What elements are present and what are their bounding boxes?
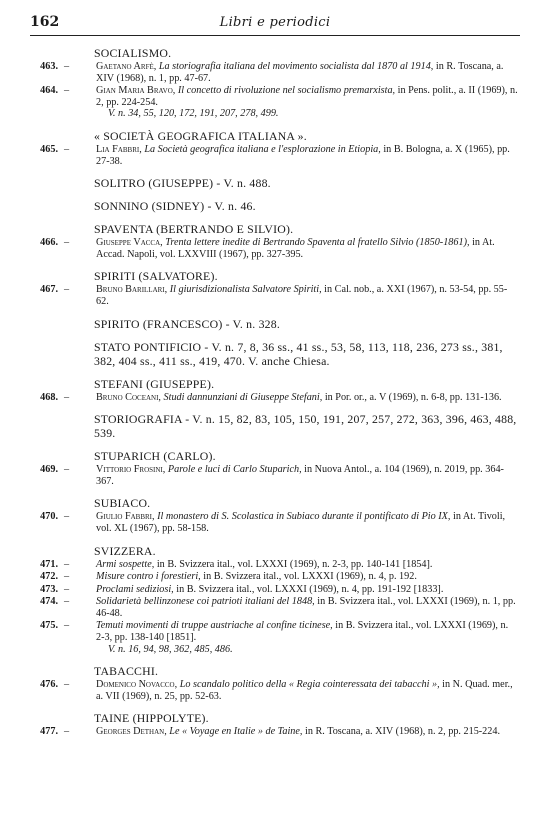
- entry-dash: –: [64, 726, 70, 738]
- entry-citation: in At. Tivoli, vol. XL (1967), pp. 58-158.: [96, 511, 506, 534]
- section-heading: TAINE (HIPPOLYTE).: [94, 711, 209, 726]
- bibliography-entry: [28, 85, 518, 108]
- entry-dash: –: [64, 596, 70, 608]
- entry-citation: in B. Svizzera ital., vol. LXXXI (1969), n. 1, pp. 46-48.: [96, 596, 516, 619]
- entry-dash: –: [64, 679, 70, 691]
- entry-dash: –: [64, 284, 70, 296]
- entry-title: La storiografia italiana del movimento socialista dal 1870 al 1914,: [158, 61, 434, 72]
- entry-author: Georges Dethan,: [96, 726, 167, 738]
- entry-number: 463.: [40, 61, 58, 72]
- section-heading: SPIRITI (SALVATORE).: [94, 269, 218, 284]
- bibliography-entry: [28, 61, 518, 84]
- bibliography-entry: [28, 596, 518, 619]
- entry-number: 467.: [40, 284, 58, 296]
- entry-citation: in R. Toscana, a. XIV (1968), n. 1, pp. 47-67.: [96, 61, 504, 84]
- entry-title: La Società geografica italiana e l'esplorazione in Etiopia,: [144, 143, 381, 155]
- bibliography-entry: [28, 679, 518, 702]
- entry-number: 475.: [40, 620, 58, 632]
- section-heading: SONNINO (SIDNEY) - V. n. 46.: [94, 199, 256, 214]
- entry-number: 477.: [40, 726, 58, 738]
- bibliography-content: [28, 46, 518, 738]
- entry-citation: in N. Quad. mer., a. VII (1969), n. 25, pp. 52-63.: [96, 679, 513, 702]
- section-heading: SOLITRO (GIUSEPPE) - V. n. 488.: [94, 176, 271, 191]
- bibliography-entry: [28, 620, 518, 643]
- bibliography-entry: [28, 571, 518, 583]
- entry-number: 472.: [40, 571, 58, 583]
- entry-dash: –: [64, 464, 70, 476]
- bibliography-entry: [28, 464, 518, 487]
- section-heading: SUBIACO.: [94, 496, 151, 511]
- entry-dash: –: [64, 511, 70, 523]
- entry-dash: –: [64, 558, 70, 570]
- entry-title: Trenta lettere inedite di Bertrando Spaventa al fratello Silvio (1850-1861),: [165, 237, 470, 249]
- entry-number: 476.: [40, 679, 58, 691]
- section-heading: STORIOGRAFIA - V. n. 15, 82, 83, 105, 150, 191, 207, 257, 272, 363, 396, 463, 488, 539.: [94, 412, 517, 441]
- entry-dash: –: [64, 143, 70, 155]
- entry-number: 474.: [40, 596, 58, 608]
- section-heading: TABACCHI.: [94, 664, 159, 679]
- entry-title: Parole e luci di Carlo Stuparich,: [167, 464, 302, 476]
- running-title: Libri e periodici: [219, 15, 331, 30]
- entry-author: Bruno Coceani,: [96, 391, 161, 403]
- entry-citation: in Pens. polit., a. II (1969), n. 2, pp. 224-254.: [96, 85, 518, 108]
- section-heading: SPAVENTA (BERTRANDO E SILVIO).: [94, 222, 294, 237]
- bibliography-entry: [28, 559, 518, 571]
- entry-citation: in Nuova Antol., a. 104 (1969), n. 2019, pp. 364-367.: [96, 464, 504, 487]
- entry-citation: in At. Accad. Napoli, vol. LXXVIII (1967), pp. 327-395.: [96, 237, 495, 260]
- entry-number: 465.: [40, 143, 58, 155]
- entry-author: Giuseppe Vacca,: [96, 237, 163, 249]
- entry-citation: in B. Svizzera ital., vol. LXXXI (1969), n. 4, pp. 191-192 [1833].: [176, 583, 444, 595]
- entry-title: Solidarietà bellinzonese coi patrioti italiani del 1848,: [96, 596, 315, 608]
- bibliography-entry: [28, 511, 518, 534]
- entry-author: Gian Maria Bravo,: [96, 85, 176, 97]
- entry-citation: in B. Svizzera ital., vol. LXXXI (1969), n. 2-3, pp. 140-141 [1854].: [156, 558, 433, 570]
- header-rule: [30, 35, 520, 36]
- entry-citation: in B. Svizzera ital., vol. LXXXI (1969), n. 2-3, pp. 138-140 [1851].: [96, 620, 509, 644]
- entry-title: Il concetto di rivoluzione nel socialismo premarxista,: [177, 85, 396, 97]
- entry-title: Studi dannunziani di Giuseppe Stefani,: [163, 391, 323, 403]
- entry-author: Giulio Fabbri,: [96, 511, 155, 523]
- entry-author: Bruno Barillari,: [96, 284, 168, 296]
- cross-reference: V. n. 34, 55, 120, 172, 191, 207, 278, 499.: [108, 108, 279, 120]
- section-heading: STEFANI (GIUSEPPE).: [94, 376, 215, 391]
- entry-author: Domenico Novacco,: [96, 679, 178, 691]
- entry-number: 468.: [40, 391, 58, 403]
- entry-dash: –: [64, 61, 70, 72]
- bibliography-entry: [28, 237, 518, 260]
- entry-title: Temuti movimenti di truppe austriache al confine ticinese,: [96, 620, 333, 632]
- entry-dash: –: [64, 237, 70, 249]
- entry-citation: in Por. or., a. V (1969), n. 6-8, pp. 131-136.: [324, 391, 502, 403]
- entry-dash: –: [64, 583, 70, 595]
- entry-number: 466.: [40, 237, 58, 249]
- entry-number: 471.: [40, 558, 58, 570]
- entry-title: Il monastero di S. Scolastica in Subiaco durante il pontificato di Pio IX,: [157, 511, 451, 523]
- page-header: [30, 14, 520, 34]
- bibliography-entry: [28, 726, 518, 738]
- entry-citation: in B. Bologna, a. X (1965), pp. 27-38.: [96, 143, 510, 167]
- entry-dash: –: [64, 571, 70, 583]
- section-heading: « SOCIETÀ GEOGRAFICA ITALIANA ».: [94, 128, 307, 143]
- entry-number: 473.: [40, 583, 58, 595]
- section-heading: SVIZZERA.: [94, 543, 156, 558]
- bibliography-entry: [28, 144, 518, 167]
- entry-number: 470.: [40, 511, 58, 523]
- entry-number: 464.: [40, 85, 58, 97]
- bibliography-entry: [28, 584, 518, 596]
- page-number: 162: [30, 14, 60, 30]
- cross-reference: V. n. 16, 94, 98, 362, 485, 486.: [108, 643, 233, 655]
- entry-dash: –: [64, 620, 70, 632]
- entry-number: 469.: [40, 464, 58, 476]
- entry-dash: –: [64, 391, 70, 403]
- entry-citation: in R. Toscana, a. XIV (1968), n. 2, pp. 215-224.: [305, 726, 501, 738]
- entry-title: Misure contro i forestieri,: [96, 571, 201, 583]
- section-heading: SOCIALISMO.: [94, 46, 172, 60]
- entry-title: Lo scandalo politico della « Regia cointeressata dei tabacchi »,: [179, 679, 440, 691]
- section-heading: STATO PONTIFICIO - V. n. 7, 8, 36 ss., 41 ss., 53, 58, 113, 118, 236, 273 ss., 381, 382, 404 ss., 411 ss., 419, 470. V. anche Chiesa.: [94, 339, 503, 368]
- section-heading: SPIRITO (FRANCESCO) - V. n. 328.: [94, 316, 281, 331]
- entry-citation: in Cal. nob., a. XXI (1967), n. 53-54, pp. 55-62.: [96, 284, 508, 307]
- section-heading: STUPARICH (CARLO).: [94, 449, 216, 464]
- entry-dash: –: [64, 85, 70, 97]
- entry-citation: in B. Svizzera ital., vol. LXXXI (1969), n. 4, p. 192.: [203, 571, 417, 583]
- entry-title: Armi sospette,: [96, 558, 155, 570]
- entry-title: Le « Voyage en Italie » de Taine,: [169, 726, 303, 738]
- entry-title: Proclami sediziosi,: [96, 583, 174, 595]
- entry-author: Lia Fabbri,: [96, 143, 142, 155]
- bibliography-entry: [28, 392, 518, 404]
- entry-title: Il giurisdizionalista Salvatore Spiriti,: [169, 284, 322, 296]
- entry-author: Vittorio Frosini,: [96, 464, 166, 476]
- bibliography-entry: [28, 284, 518, 307]
- entry-author: Gaetano Arfè,: [96, 61, 157, 72]
